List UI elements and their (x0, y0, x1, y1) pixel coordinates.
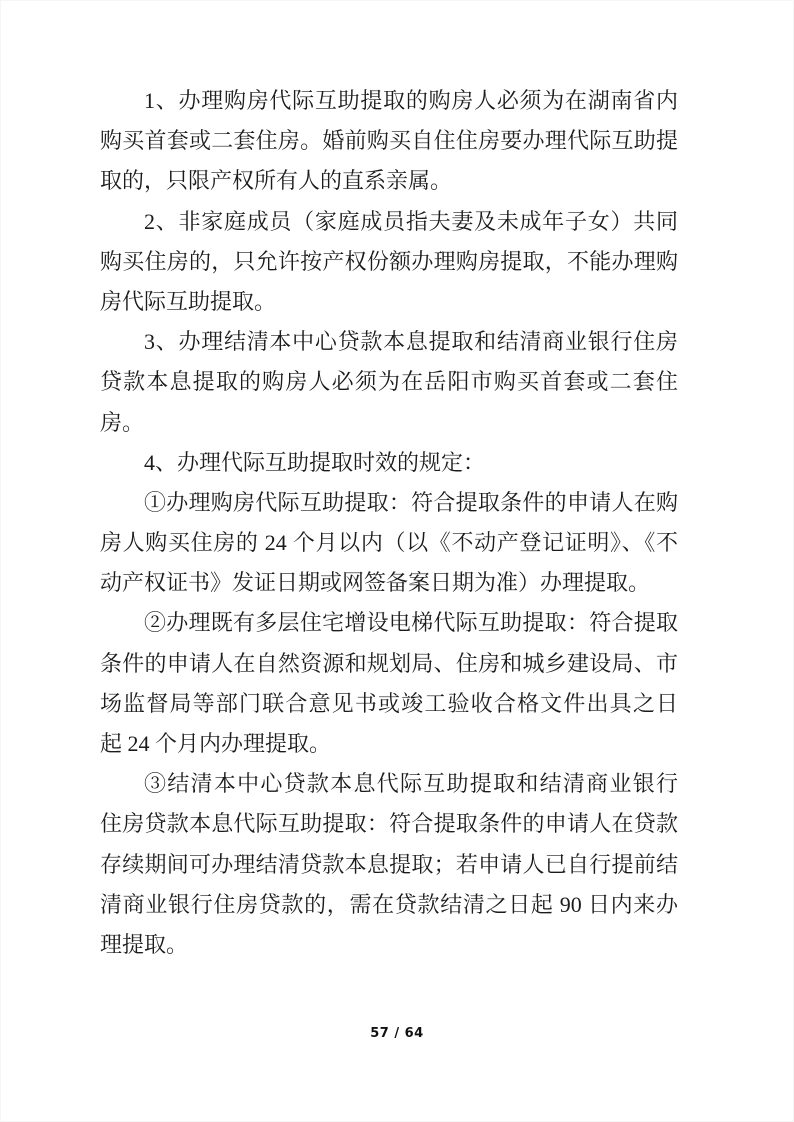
text-line: 存续期间可办理结清贷款本息提取；若申请人已自行提前结 (100, 851, 678, 877)
text-line: 4、办理代际互助提取时效的规定： (144, 449, 486, 475)
text-line: 购买住房的，只允许按产权份额办理购房提取，不能办理购 (100, 248, 678, 274)
text-line: ③结清本中心贷款本息代际互助提取和结清商业银行 (144, 771, 678, 797)
text-line: 房人购买住房的 24 个月以内（以《不动产登记证明》、《不 (100, 530, 678, 556)
page-number: 57 / 64 (370, 1026, 424, 1041)
text-line: ①办理购房代际互助提取：符合提取条件的申请人在购 (144, 489, 678, 515)
paragraph (100, 764, 678, 965)
text-line: 2、非家庭成员（家庭成员指夫妻及未成年子女）共同 (144, 208, 678, 234)
text-line: 房。 (100, 409, 145, 435)
text-line: 住房贷款本息代际互助提取：符合提取条件的申请人在贷款 (100, 811, 678, 837)
paragraph (100, 202, 678, 323)
paragraph (100, 322, 678, 443)
text-line: 取的，只限产权所有人的直系亲属。 (100, 168, 453, 194)
text-line: 房代际互助提取。 (100, 288, 277, 314)
text-line: 1、办理购房代际互助提取的购房人必须为在湖南省内 (144, 88, 678, 113)
text-line: 理提取。 (100, 931, 189, 957)
text-line: 购买首套或二套住房。婚前购买自住住房要办理代际互助提 (100, 128, 678, 154)
text-line: ②办理既有多层住宅增设电梯代际互助提取：符合提取 (144, 610, 678, 636)
paragraph (100, 603, 678, 764)
paragraph (100, 81, 678, 202)
paragraph (100, 483, 678, 604)
text-line: 场监督局等部门联合意见书或竣工验收合格文件出具之日 (100, 690, 678, 716)
text-content (100, 81, 678, 965)
text-line: 条件的申请人在自然资源和规划局、住房和城乡建设局、市 (100, 650, 678, 676)
text-line: 3、办理结清本中心贷款本息提取和结清商业银行住房 (144, 329, 678, 355)
text-line: 起 24 个月内办理提取。 (100, 731, 332, 756)
text-line: 清商业银行住房贷款的，需在贷款结清之日起 90 日内来办 (100, 891, 678, 917)
text-line: 贷款本息提取的购房人必须为在岳阳市购买首套或二套住 (100, 369, 678, 395)
text-line: 动产权证书》发证日期或网签备案日期为准）办理提取。 (100, 570, 651, 596)
paragraph (100, 443, 678, 483)
